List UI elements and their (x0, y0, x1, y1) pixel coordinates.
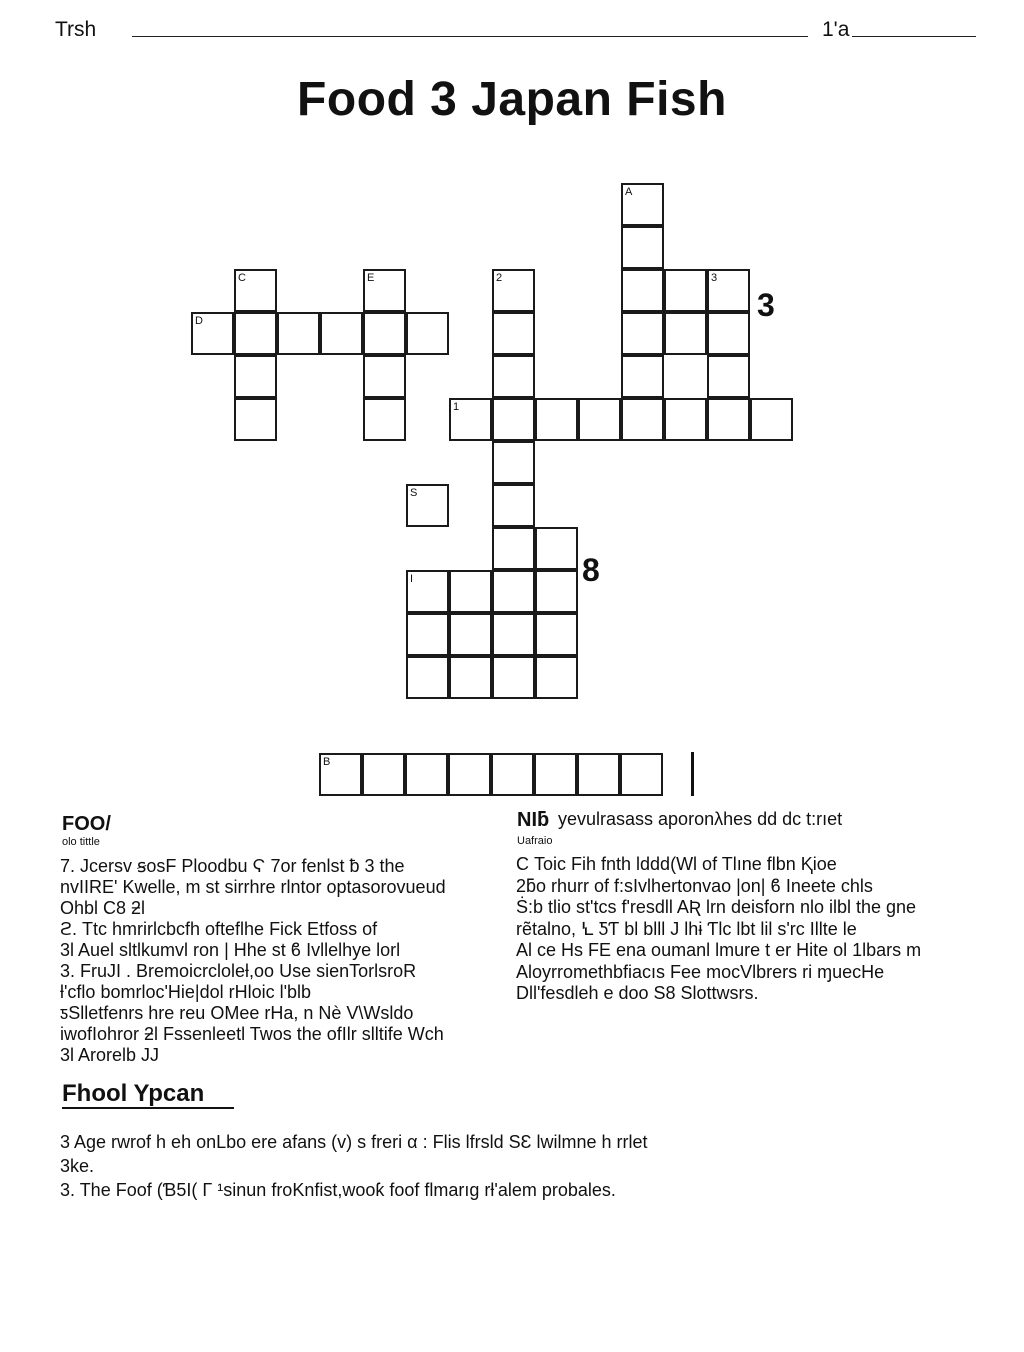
clue-line: ƽSlletfenrs hre reu OMee rHa, n Nè V\Wsldo (60, 1003, 414, 1023)
cell-number: C (238, 272, 246, 284)
grid-cell[interactable] (664, 312, 707, 355)
grid-cell[interactable] (449, 398, 492, 441)
grid-cell[interactable] (492, 269, 535, 312)
grid-cell[interactable] (406, 613, 449, 656)
clue-line: 7. Jcersv ꞩosF Ploodbu Ϛ 7or fenlst ƀ 3 the (60, 856, 405, 876)
grid-cell[interactable] (492, 398, 535, 441)
grid-cell[interactable] (492, 613, 535, 656)
grid-cell[interactable] (578, 398, 621, 441)
grid-cell[interactable] (320, 312, 363, 355)
grid-cell[interactable] (492, 656, 535, 699)
clue-line: Ϲ Toic Fih fnth lddd(Wl of Tlıne flbn Ⱪioe (516, 854, 837, 874)
end-bar (691, 752, 694, 796)
grid-cell[interactable] (535, 398, 578, 441)
grid-cell[interactable] (234, 312, 277, 355)
side-number: 8 (582, 552, 600, 588)
cell-number: B (323, 756, 331, 768)
grid-cell[interactable] (234, 355, 277, 398)
clue-line: ϩ. Ttc hmrirlcbcfh ofteflhe Fick Etfoss of (60, 919, 378, 939)
cell-number: 2 (496, 272, 503, 284)
grid-cell[interactable] (234, 398, 277, 441)
grid-cell[interactable] (620, 753, 663, 796)
grid-cell[interactable] (577, 753, 620, 796)
grid-cell[interactable] (406, 656, 449, 699)
grid-cell[interactable] (621, 312, 664, 355)
grid-cell[interactable] (492, 441, 535, 484)
grid-cell[interactable] (707, 355, 750, 398)
grid-cell[interactable] (449, 613, 492, 656)
grid-cell[interactable] (535, 570, 578, 613)
grid-cell[interactable] (707, 398, 750, 441)
grid-cell[interactable] (621, 398, 664, 441)
grid-cell[interactable] (449, 570, 492, 613)
grid-cell[interactable] (448, 753, 491, 796)
name-label: Trsh (55, 18, 97, 41)
grid-cell[interactable] (492, 312, 535, 355)
grid-cell[interactable] (535, 656, 578, 699)
cell-number: S (410, 487, 418, 499)
cell-number: D (195, 315, 203, 327)
grid-cell[interactable] (621, 226, 664, 269)
grid-cell[interactable] (534, 753, 577, 796)
grid-cell[interactable] (234, 269, 277, 312)
clue-line: Ohbl C8 ƻl (60, 898, 146, 918)
grid-cell[interactable] (449, 656, 492, 699)
section-title: Fhool Ypcan (62, 1080, 205, 1107)
section-title-underline (62, 1107, 234, 1109)
grid-cell[interactable] (492, 484, 535, 527)
clue-line: nvIIRE' Kwelle, m st sirrhre rlntor optasorovueud (60, 877, 446, 897)
grid-cell[interactable] (492, 527, 535, 570)
grid-cell[interactable] (363, 355, 406, 398)
clue-line: 3. FruJI . Bremoicrcloleƚ,oo Use sienTorlsroR (60, 961, 417, 981)
grid-cell[interactable] (492, 570, 535, 613)
clue-line: Al ce Hs FE ena oumanl lmure t er Hite ol 1lbars m (516, 940, 922, 960)
clue-line: 3ke. (60, 1156, 95, 1176)
clue-line: iwofIohror ƻl Fssenleetl Twos the ofIlr slltife Wch (60, 1024, 444, 1044)
clue-line: rẽtalno, Ꝇ ƼƬ bl blll J lhɨ Ƭlc lbt lil s'rc Illte le (516, 918, 857, 939)
clues-right-heading-rest: yevulrasass aporonλhes dd dc t:rıet (558, 809, 843, 829)
cell-number: A (625, 186, 633, 198)
grid-cell[interactable] (491, 753, 534, 796)
clue-line: 3. The Foof (Ɓ5I( Γ ¹sinun froKnfist,wooƙ foof flmarıg rƚ'alem probales. (60, 1180, 616, 1200)
grid-cell[interactable] (621, 269, 664, 312)
clue-line: Ṡ:b tlio st'tcs f'resdll AƦ lrn deisforn nlo ilbl the ɡne (516, 897, 917, 917)
grid-cell[interactable] (406, 312, 449, 355)
clues-left-heading: FOO/ (62, 813, 111, 835)
cell-number: E (367, 272, 375, 284)
clue-line: 3l Arorelb JJ (60, 1045, 160, 1065)
grid-cell[interactable] (664, 398, 707, 441)
grid-cell[interactable] (363, 398, 406, 441)
grid-cell[interactable] (406, 570, 449, 613)
grid-cell[interactable] (707, 269, 750, 312)
clue-line: 3 Age rwrof h eh onLbo ere afans (ᴠ) s freri α : Flis lfrsld SƐ lwilmne h rrlet (60, 1132, 648, 1152)
grid-cell[interactable] (664, 269, 707, 312)
cell-number: 3 (711, 272, 718, 284)
clues-right-heading: NIƃ (517, 809, 550, 831)
grid-cell[interactable] (492, 355, 535, 398)
clues-left-subheading: olo tittle (62, 836, 100, 848)
clue-line: ƚ'cflo bomrloc'Hie|dol rHloic l'blb (60, 982, 312, 1002)
grid-cell[interactable] (535, 527, 578, 570)
clues-right-subheading: Uafraio (517, 835, 553, 847)
grid-cell[interactable] (621, 355, 664, 398)
clue-line: 3l Auel sltlkumvl ron | Hhe st ϐ Ivllelhye lorl (60, 940, 401, 960)
grid-cell[interactable] (277, 312, 320, 355)
grid-cell[interactable] (621, 183, 664, 226)
grid-cell[interactable] (750, 398, 793, 441)
clue-line: 2ƃo rhurr of f:sIvlhertonvao |on| ϐ Ineete chls (516, 875, 873, 896)
grid-cell[interactable] (707, 312, 750, 355)
page-title: Food 3 Japan Fish (297, 73, 727, 126)
clue-line: Dll'fesdleh e doo S8 Slottwsrs. (516, 983, 759, 1003)
grid-cell[interactable] (362, 753, 405, 796)
date-label: 1'a (822, 18, 850, 41)
grid-cell[interactable] (319, 753, 362, 796)
grid-cell[interactable] (406, 484, 449, 527)
grid-cell[interactable] (405, 753, 448, 796)
grid-cell[interactable] (363, 269, 406, 312)
grid-cell[interactable] (535, 613, 578, 656)
cell-number: I (410, 573, 414, 585)
clue-line: Aloyrromethbfiacıs Fee mocVlbrers ri ɱuecHe (516, 961, 885, 982)
side-number: 3 (757, 287, 775, 323)
cell-number: 1 (453, 401, 460, 413)
grid-cell[interactable] (363, 312, 406, 355)
grid-cell[interactable] (191, 312, 234, 355)
